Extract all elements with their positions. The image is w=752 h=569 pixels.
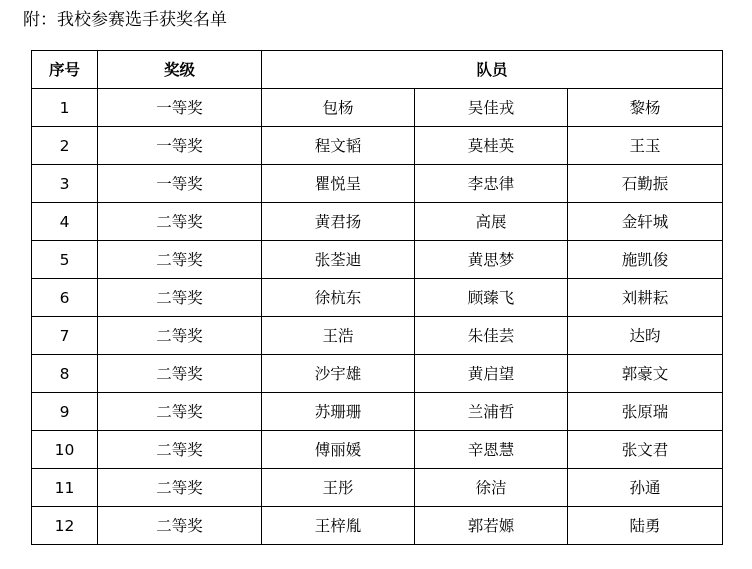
cell-member: 徐杭东 bbox=[262, 279, 415, 317]
cell-level: 二等奖 bbox=[98, 393, 262, 431]
cell-index: 1 bbox=[32, 89, 98, 127]
cell-level: 一等奖 bbox=[98, 127, 262, 165]
cell-level: 二等奖 bbox=[98, 355, 262, 393]
cell-member: 陆勇 bbox=[568, 507, 723, 545]
cell-member: 包杨 bbox=[262, 89, 415, 127]
table-row bbox=[32, 507, 723, 545]
cell-member: 王梓胤 bbox=[262, 507, 415, 545]
cell-member: 石勤振 bbox=[568, 165, 723, 203]
table-row bbox=[32, 469, 723, 507]
cell-level: 二等奖 bbox=[98, 241, 262, 279]
cell-member: 傅丽媛 bbox=[262, 431, 415, 469]
cell-member: 王玉 bbox=[568, 127, 723, 165]
cell-index: 4 bbox=[32, 203, 98, 241]
table-row bbox=[32, 393, 723, 431]
award-table bbox=[31, 50, 723, 545]
table-row bbox=[32, 241, 723, 279]
header-level: 奖级 bbox=[98, 51, 262, 89]
cell-member: 黄思梦 bbox=[415, 241, 568, 279]
cell-member: 吴佳戎 bbox=[415, 89, 568, 127]
table-row bbox=[32, 355, 723, 393]
cell-level: 二等奖 bbox=[98, 507, 262, 545]
cell-level: 二等奖 bbox=[98, 469, 262, 507]
cell-member: 张原瑞 bbox=[568, 393, 723, 431]
cell-index: 10 bbox=[32, 431, 98, 469]
table-row bbox=[32, 89, 723, 127]
cell-member: 苏珊珊 bbox=[262, 393, 415, 431]
cell-index: 9 bbox=[32, 393, 98, 431]
cell-member: 辛恩慧 bbox=[415, 431, 568, 469]
cell-index: 3 bbox=[32, 165, 98, 203]
cell-member: 王彤 bbox=[262, 469, 415, 507]
cell-level: 二等奖 bbox=[98, 279, 262, 317]
cell-level: 一等奖 bbox=[98, 89, 262, 127]
cell-member: 刘耕耘 bbox=[568, 279, 723, 317]
table-row bbox=[32, 279, 723, 317]
cell-index: 11 bbox=[32, 469, 98, 507]
cell-index: 5 bbox=[32, 241, 98, 279]
cell-member: 沙宇雄 bbox=[262, 355, 415, 393]
cell-level: 一等奖 bbox=[98, 165, 262, 203]
header-index: 序号 bbox=[32, 51, 98, 89]
cell-member: 李忠律 bbox=[415, 165, 568, 203]
cell-member: 高展 bbox=[415, 203, 568, 241]
cell-member: 施凯俊 bbox=[568, 241, 723, 279]
cell-member: 金轩城 bbox=[568, 203, 723, 241]
table-row bbox=[32, 203, 723, 241]
cell-member: 徐洁 bbox=[415, 469, 568, 507]
table-row bbox=[32, 165, 723, 203]
cell-index: 8 bbox=[32, 355, 98, 393]
cell-level: 二等奖 bbox=[98, 317, 262, 355]
cell-member: 孙通 bbox=[568, 469, 723, 507]
cell-member: 朱佳芸 bbox=[415, 317, 568, 355]
document-title: 附：我校参赛选手获奖名单 bbox=[23, 10, 227, 30]
cell-member: 兰浦哲 bbox=[415, 393, 568, 431]
header-members: 队员 bbox=[262, 51, 723, 89]
table-header-row bbox=[32, 51, 723, 89]
cell-member: 张荃迪 bbox=[262, 241, 415, 279]
cell-index: 7 bbox=[32, 317, 98, 355]
cell-index: 12 bbox=[32, 507, 98, 545]
cell-member: 达昀 bbox=[568, 317, 723, 355]
cell-member: 顾臻飞 bbox=[415, 279, 568, 317]
cell-member: 王浩 bbox=[262, 317, 415, 355]
cell-level: 二等奖 bbox=[98, 431, 262, 469]
cell-member: 张文君 bbox=[568, 431, 723, 469]
cell-member: 瞿悦呈 bbox=[262, 165, 415, 203]
cell-member: 黎杨 bbox=[568, 89, 723, 127]
table-row bbox=[32, 431, 723, 469]
table-row bbox=[32, 317, 723, 355]
cell-member: 黄君扬 bbox=[262, 203, 415, 241]
cell-member: 郭若嫄 bbox=[415, 507, 568, 545]
cell-index: 2 bbox=[32, 127, 98, 165]
table-row bbox=[32, 127, 723, 165]
cell-index: 6 bbox=[32, 279, 98, 317]
cell-member: 郭豪文 bbox=[568, 355, 723, 393]
cell-member: 程文韬 bbox=[262, 127, 415, 165]
cell-member: 黄启望 bbox=[415, 355, 568, 393]
cell-member: 莫桂英 bbox=[415, 127, 568, 165]
cell-level: 二等奖 bbox=[98, 203, 262, 241]
